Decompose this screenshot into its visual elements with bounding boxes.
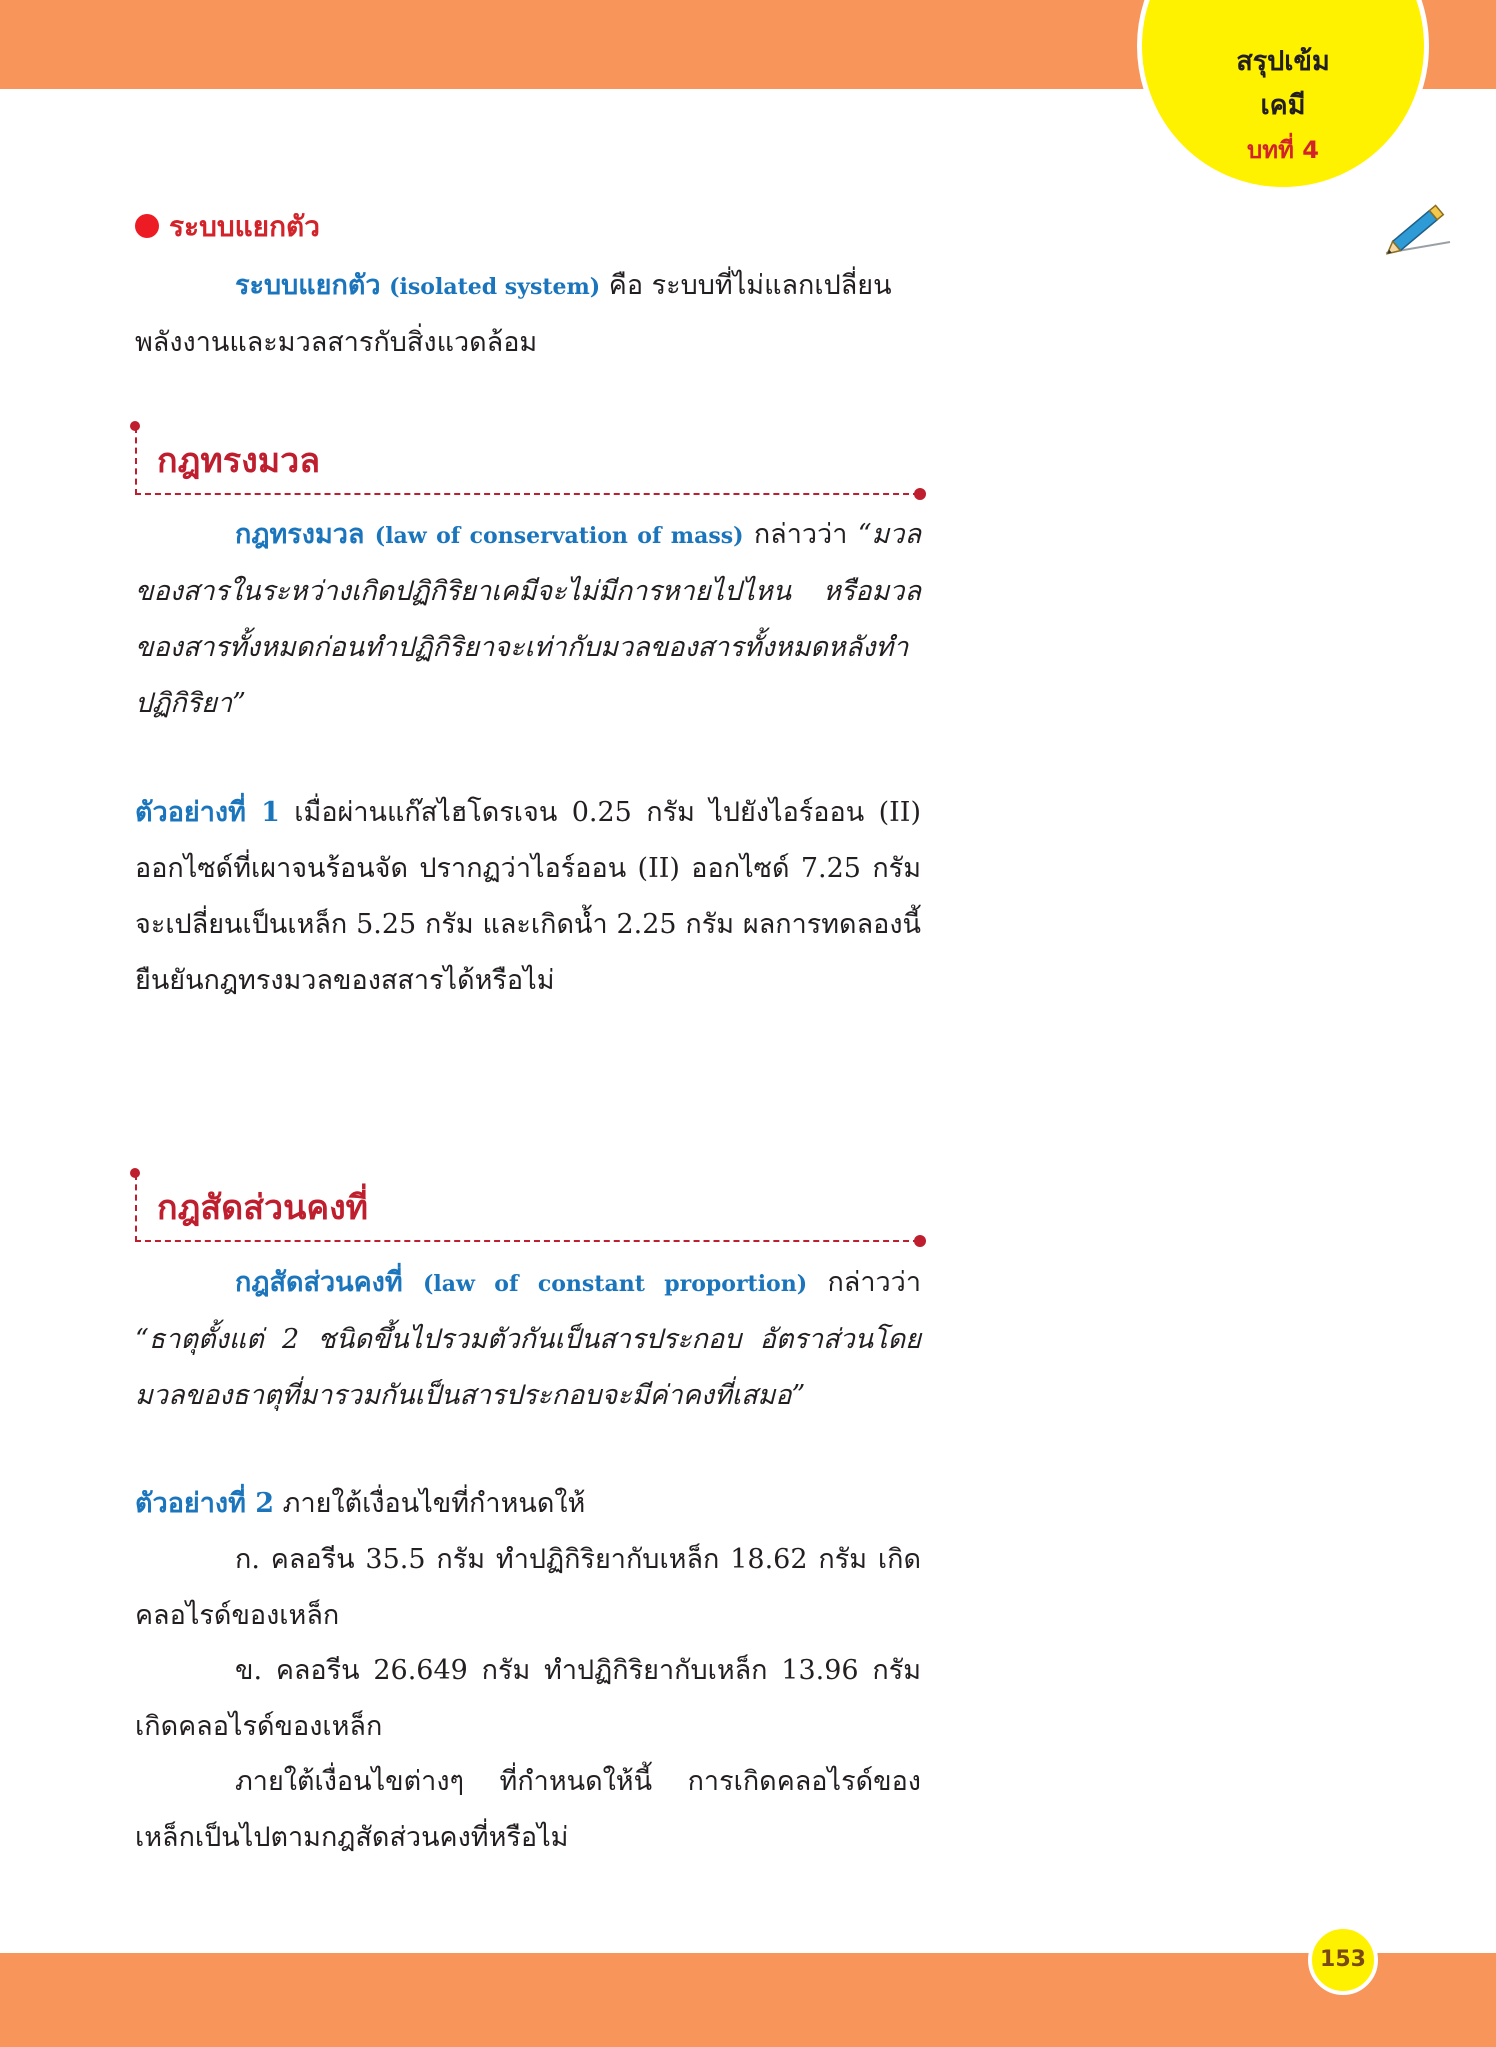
example-2-item-a: ก. คลอรีน 35.5 กรัม ทำปฏิกิริยากับเหล็ก 18.62 กรัม เกิดคลอไรด์ของเหล็ก xyxy=(135,1544,921,1631)
constant-intro: กล่าวว่า xyxy=(807,1267,921,1298)
conservation-quote: “มวลของสารในระหว่างเกิดปฏิกิริยาเคมีจะไม่มีการหายไปไหน หรือมวลของสารทั้งหมดก่อนทำปฏิกิริยาจะเท่ากับมวลของสารทั้งหมดหลังทำปฏิกิริยา” xyxy=(135,519,921,719)
badge-chapter: บทที่ 4 xyxy=(1247,136,1319,164)
example-1-paragraph xyxy=(135,785,921,1009)
isolated-system-paragraph xyxy=(135,258,921,371)
example-2-question: ภายใต้เงื่อนไขต่างๆ ที่กำหนดให้นี้ การเกิดคลอไรด์ของเหล็กเป็นไปตามกฎสัดส่วนคงที่หรือไม่ xyxy=(135,1766,921,1853)
badge-subject: เคมี xyxy=(1260,90,1306,121)
header-horizontal-rule xyxy=(135,1240,919,1242)
constant-section-header xyxy=(135,1170,925,1250)
bullet-dot xyxy=(135,214,159,238)
chapter-badge-text xyxy=(1137,40,1429,172)
constant-term-en: (law of constant proportion) xyxy=(422,1271,808,1297)
isolated-system-text-a: คือ ระบบที่ไม่แลกเปลี่ยน xyxy=(600,270,892,301)
conservation-section-title: กฎทรงมวล xyxy=(157,441,321,481)
conservation-term: กฎทรงมวล xyxy=(235,519,365,550)
conservation-intro: กล่าวว่า xyxy=(743,519,858,550)
header-rule-dot xyxy=(130,1168,140,1178)
example-1-text: เมื่อผ่านแก๊สไฮโดรเจน 0.25 กรัม ไปยังไอร์ออน (II) ออกไซด์ที่เผาจนร้อนจัด ปรากฏว่าไอร์ออน (II) ออกไซด์ 7.25 กรัม จะเปลี่ยนเป็นเหล็ก 5.25 กรัม และเกิดน้ำ 2.25 กรัม ผลการทดลองนี้ยืนยันกฎทรงมวลของสสารได้หรือไม่ xyxy=(135,797,922,996)
bottom-footer-band xyxy=(0,1953,1496,2047)
example-2-item-b: ข. คลอรีน 26.649 กรัม ทำปฏิกิริยากับเหล็ก 13.96 กรัม เกิดคลอไรด์ของเหล็ก xyxy=(135,1655,921,1742)
isolated-system-term: ระบบแยกตัว xyxy=(235,270,381,301)
conservation-section-header xyxy=(135,423,925,503)
constant-quote: “ธาตุตั้งแต่ 2 ชนิดขึ้นไปรวมตัวกันเป็นสารประกอบ อัตราส่วนโดยมวลของธาตุที่มารวมกันเป็นสารประกอบจะมีค่าคงที่เสมอ” xyxy=(135,1324,921,1411)
constant-term: กฎสัดส่วนคงที่ xyxy=(235,1267,403,1298)
isolated-system-term-en: (isolated system) xyxy=(389,274,601,300)
isolated-system-heading xyxy=(135,205,320,249)
header-horizontal-rule xyxy=(135,493,919,495)
pencil-icon xyxy=(1378,198,1456,258)
page-number: 153 xyxy=(1308,1925,1378,1995)
example-1-label: ตัวอย่างที่ 1 xyxy=(135,797,280,828)
badge-book-title: สรุปเข้ม xyxy=(1236,46,1330,77)
header-rule-dot xyxy=(130,421,140,431)
example-2-intro xyxy=(135,1476,921,1532)
example-2-text: ภายใต้เงื่อนไขที่กำหนดให้ xyxy=(274,1488,586,1519)
constant-section-title: กฎสัดส่วนคงที่ xyxy=(157,1188,369,1228)
header-vertical-rule xyxy=(135,427,137,495)
example-2-label: ตัวอย่างที่ 2 xyxy=(135,1488,275,1519)
constant-paragraph xyxy=(135,1255,921,1424)
header-vertical-rule xyxy=(135,1174,137,1242)
isolated-system-heading-text: ระบบแยกตัว xyxy=(169,210,320,243)
conservation-paragraph xyxy=(135,507,921,732)
conservation-term-en: (law of conservation of mass) xyxy=(374,523,744,549)
header-rule-dot xyxy=(914,1235,926,1247)
isolated-system-text-b: พลังงานและมวลสารกับสิ่งแวดล้อม xyxy=(135,327,538,358)
header-rule-dot xyxy=(914,488,926,500)
